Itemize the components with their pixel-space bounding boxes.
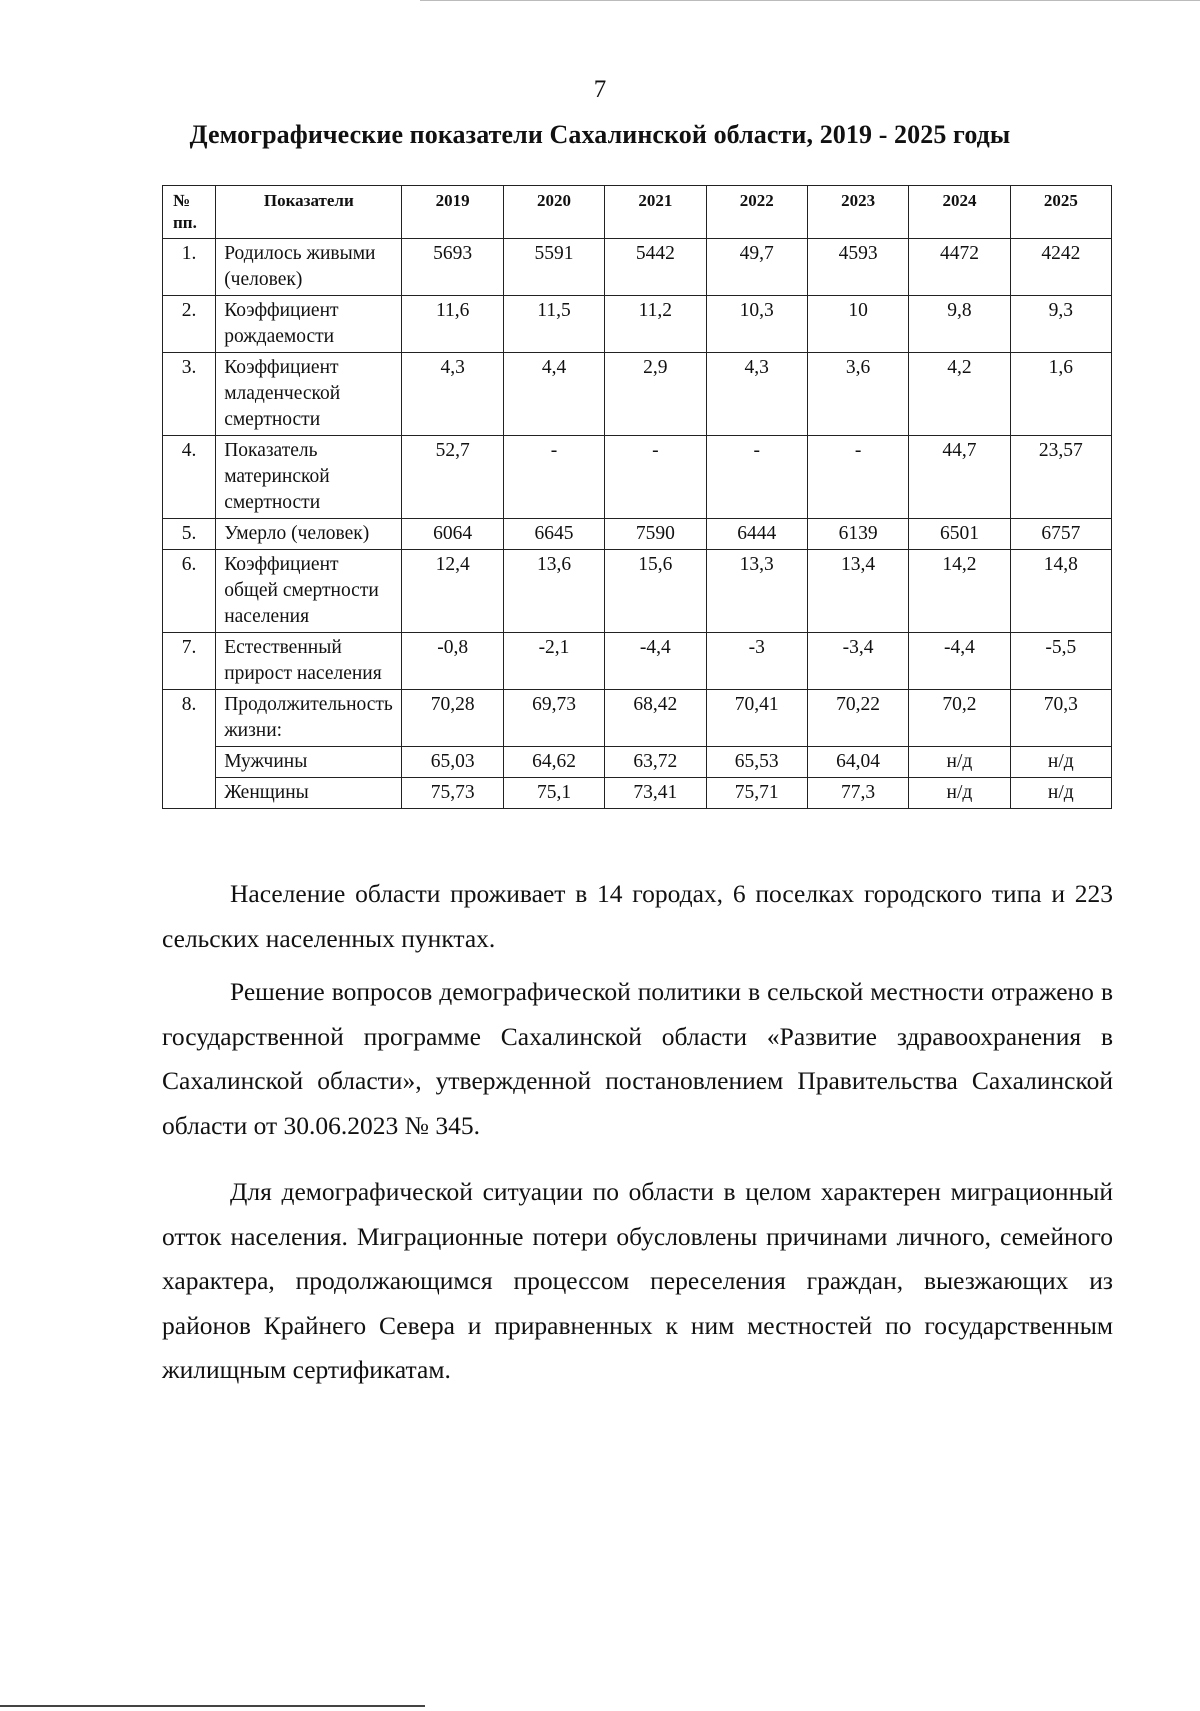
table-row (163, 296, 1112, 353)
page-title: Демографические показатели Сахалинской области, 2019 - 2025 годы (189, 120, 1011, 149)
row-value-2022: 13,3 (706, 550, 807, 633)
row-indicator-label: Женщины (216, 778, 402, 809)
row-value-2023: 64,04 (807, 747, 908, 778)
row-value-2020: 69,73 (503, 690, 604, 747)
table-header-row (163, 186, 1112, 239)
row-indicator-label: Умерло (человек) (216, 519, 402, 550)
row-value-2025: н/д (1010, 778, 1111, 809)
paragraph-migration: Для демографической ситуации по области в целом характерен миграционный отток населения. Миграционные потери обусловлены причинами личного, семейного характера, продолжающимся процессом переселения граждан, выезжающих из районов Крайнего Севера и приравненных к ним местностей по государственным жилищным сертификатам. (162, 1177, 1113, 1384)
row-value-2020: - (503, 436, 604, 519)
row-value-2021: -4,4 (605, 633, 706, 690)
row-value-2022: -3 (706, 633, 807, 690)
table-row (163, 436, 1112, 519)
header-year-2025: 2025 (1010, 186, 1111, 239)
row-value-2024: 4472 (909, 239, 1010, 296)
row-indicator-label: Показатель материнской смертности (216, 436, 402, 519)
row-number: 6. (163, 550, 216, 633)
row-value-2021: 11,2 (605, 296, 706, 353)
header-indicator: Показатели (216, 186, 402, 239)
row-value-2024: 14,2 (909, 550, 1010, 633)
row-value-2023: 13,4 (807, 550, 908, 633)
row-value-2019: 65,03 (402, 747, 503, 778)
row-value-2025: 70,3 (1010, 690, 1111, 747)
row-value-2020: 64,62 (503, 747, 604, 778)
row-value-2021: 68,42 (605, 690, 706, 747)
row-value-2023: 6139 (807, 519, 908, 550)
header-year-2020: 2020 (503, 186, 604, 239)
paragraph-settlements: Население области проживает в 14 городах, 6 поселках городского типа и 223 сельских населенных пунктах. (162, 879, 1113, 953)
row-value-2019: 6064 (402, 519, 503, 550)
row-value-2023: 10 (807, 296, 908, 353)
row-value-2023: 70,22 (807, 690, 908, 747)
row-value-2023: - (807, 436, 908, 519)
row-indicator-label: Родилось живыми (человек) (216, 239, 402, 296)
row-value-2021: 73,41 (605, 778, 706, 809)
row-value-2019: 52,7 (402, 436, 503, 519)
row-indicator-label: Коэффициент общей смертности населения (216, 550, 402, 633)
row-value-2019: 11,6 (402, 296, 503, 353)
row-value-2025: 14,8 (1010, 550, 1111, 633)
row-value-2021: 2,9 (605, 353, 706, 436)
header-year-2021: 2021 (605, 186, 706, 239)
header-year-2022: 2022 (706, 186, 807, 239)
header-number: № пп. (163, 186, 216, 239)
row-value-2019: 4,3 (402, 353, 503, 436)
table-row (163, 747, 1112, 778)
row-value-2020: 5591 (503, 239, 604, 296)
row-value-2024: 6501 (909, 519, 1010, 550)
row-value-2020: 4,4 (503, 353, 604, 436)
table-row (163, 633, 1112, 690)
table-row (163, 239, 1112, 296)
row-value-2022: 70,41 (706, 690, 807, 747)
row-value-2023: 3,6 (807, 353, 908, 436)
page-number: 7 (593, 76, 607, 103)
row-value-2025: 4242 (1010, 239, 1111, 296)
row-value-2024: -4,4 (909, 633, 1010, 690)
row-value-2025: 23,57 (1010, 436, 1111, 519)
row-value-2019: -0,8 (402, 633, 503, 690)
row-indicator-label: Мужчины (216, 747, 402, 778)
row-number: 8. (163, 690, 216, 809)
row-indicator-label: Продолжительность жизни: (216, 690, 402, 747)
row-value-2020: 75,1 (503, 778, 604, 809)
row-value-2019: 5693 (402, 239, 503, 296)
row-value-2021: 15,6 (605, 550, 706, 633)
row-value-2021: 63,72 (605, 747, 706, 778)
row-value-2024: н/д (909, 778, 1010, 809)
header-year-2024: 2024 (909, 186, 1010, 239)
table-row (163, 550, 1112, 633)
row-value-2024: н/д (909, 747, 1010, 778)
row-indicator-label: Коэффициент рождаемости (216, 296, 402, 353)
table-row (163, 778, 1112, 809)
row-value-2023: 4593 (807, 239, 908, 296)
row-value-2019: 70,28 (402, 690, 503, 747)
row-value-2019: 12,4 (402, 550, 503, 633)
scan-edge-line (420, 0, 1200, 1)
row-value-2022: 10,3 (706, 296, 807, 353)
row-value-2025: 9,3 (1010, 296, 1111, 353)
row-value-2020: -2,1 (503, 633, 604, 690)
row-value-2025: 1,6 (1010, 353, 1111, 436)
row-indicator-label: Коэффициент младенческой смертности (216, 353, 402, 436)
row-value-2022: - (706, 436, 807, 519)
table-row (163, 353, 1112, 436)
row-number: 2. (163, 296, 216, 353)
row-number: 3. (163, 353, 216, 436)
row-number: 4. (163, 436, 216, 519)
row-value-2022: 65,53 (706, 747, 807, 778)
row-value-2024: 9,8 (909, 296, 1010, 353)
row-value-2020: 11,5 (503, 296, 604, 353)
row-value-2024: 70,2 (909, 690, 1010, 747)
row-value-2023: 77,3 (807, 778, 908, 809)
row-value-2020: 13,6 (503, 550, 604, 633)
header-year-2023: 2023 (807, 186, 908, 239)
paragraph-demographic-policy: Решение вопросов демографической политики в сельской местности отражено в государственной программе Сахалинской области «Развитие здравоохранения в Сахалинской области», утвержденной постановлением Правительства Сахалинской области от 30.06.2023 № 345. (162, 977, 1113, 1140)
row-value-2021: 5442 (605, 239, 706, 296)
row-value-2024: 44,7 (909, 436, 1010, 519)
row-value-2023: -3,4 (807, 633, 908, 690)
header-year-2019: 2019 (402, 186, 503, 239)
row-value-2020: 6645 (503, 519, 604, 550)
row-value-2025: 6757 (1010, 519, 1111, 550)
row-value-2025: -5,5 (1010, 633, 1111, 690)
row-value-2022: 75,71 (706, 778, 807, 809)
row-number: 5. (163, 519, 216, 550)
row-value-2024: 4,2 (909, 353, 1010, 436)
footer-rule (0, 1705, 425, 1707)
table-row (163, 519, 1112, 550)
table-row (163, 690, 1112, 747)
row-number: 7. (163, 633, 216, 690)
demographic-indicators-table (162, 185, 1112, 809)
row-value-2022: 4,3 (706, 353, 807, 436)
row-value-2021: 7590 (605, 519, 706, 550)
row-value-2022: 6444 (706, 519, 807, 550)
row-value-2025: н/д (1010, 747, 1111, 778)
row-value-2022: 49,7 (706, 239, 807, 296)
row-value-2019: 75,73 (402, 778, 503, 809)
table-body (163, 239, 1112, 809)
row-indicator-label: Естественный прирост населения (216, 633, 402, 690)
row-value-2021: - (605, 436, 706, 519)
row-number: 1. (163, 239, 216, 296)
